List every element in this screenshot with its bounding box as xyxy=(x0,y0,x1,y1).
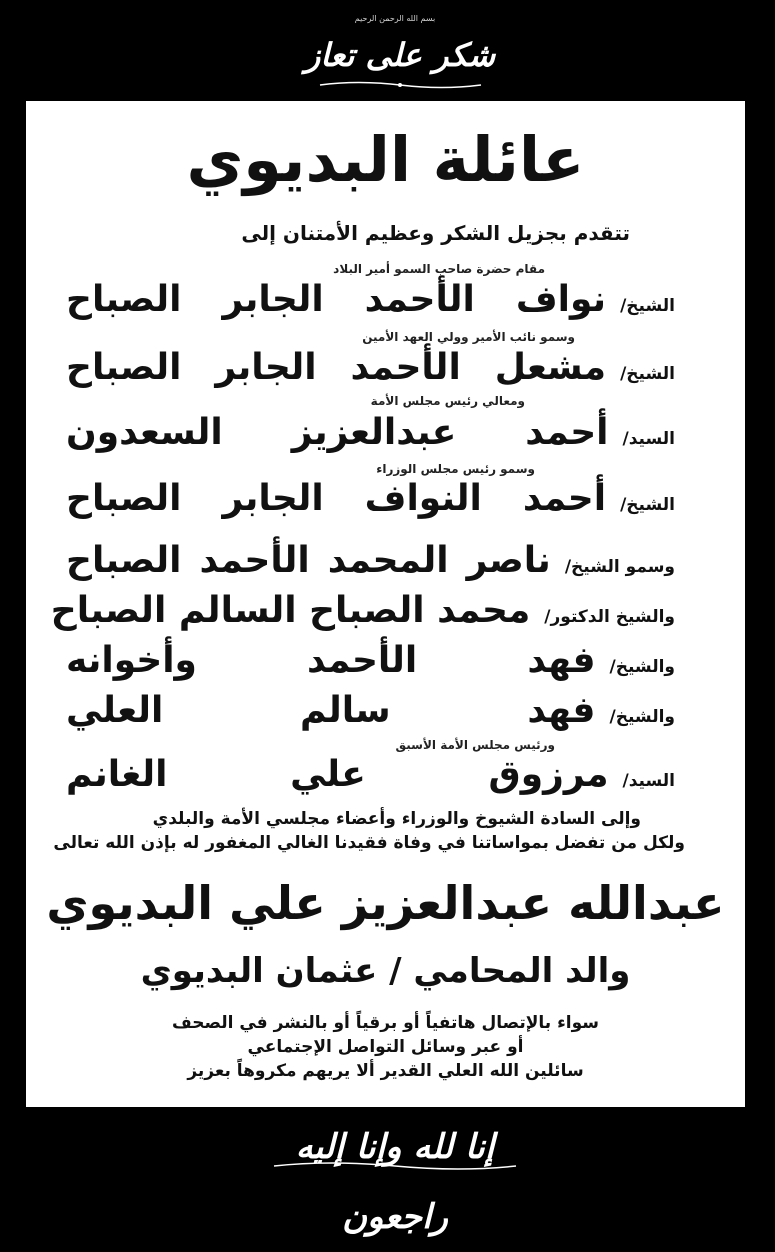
honoree-name: فهد سالم العلي xyxy=(66,690,596,731)
honorific-label: والشيخ الدكتور/ xyxy=(544,607,675,627)
honorific-label: الشيخ/ xyxy=(620,296,675,316)
note-line: وإلى السادة الشيوخ والوزراء وأعضاء مجلسي الأمة والبلدي xyxy=(152,809,641,829)
row-subtitle: وسمو رئيس مجلس الوزراء xyxy=(376,462,535,476)
row-subtitle: مقام حضرة صاحب السمو أمير البلاد xyxy=(333,262,545,276)
name-row xyxy=(66,409,675,457)
honoree-name: مشعل الأحمد الجابر الصباح xyxy=(66,347,607,388)
closing-line: أو عبر وسائل التواصل الإجتماعي xyxy=(247,1037,524,1057)
quran-verse: إنا لله وإنا إليه راجعون xyxy=(295,1127,495,1237)
intro-line: تتقدم بجزيل الشكر وعظيم الأمتنان إلى xyxy=(241,221,630,245)
honorific-label: والشيخ/ xyxy=(609,657,675,677)
name-row xyxy=(66,637,675,685)
announcement-card xyxy=(26,101,745,1107)
honoree-name: أحمد النواف الجابر الصباح xyxy=(66,478,607,519)
thanks-title: شكر على تعاز xyxy=(304,36,496,74)
family-name: عائلة البديوي xyxy=(186,123,585,196)
honorific-label: والشيخ/ xyxy=(609,707,675,727)
closing-line: سائلين الله العلي القدير ألا يريهم مكروهاً بعزيز xyxy=(187,1061,584,1081)
name-row xyxy=(66,751,675,799)
name-row xyxy=(66,276,675,324)
name-row xyxy=(50,587,675,635)
father-of-line: والد المحامي / عثمان البديوي xyxy=(140,951,631,991)
deceased-name: عبدالله عبدالعزيز علي البديوي xyxy=(46,876,725,930)
honorific-label: الشيخ/ xyxy=(620,364,675,384)
row-subtitle: ورئيس مجلس الأمة الأسبق xyxy=(395,738,555,752)
closing-line: سواء بالإتصال هاتفياً أو برقياً أو بالنشر في الصحف xyxy=(171,1013,599,1033)
honorific-label: السيد/ xyxy=(622,429,675,449)
honoree-name: مرزوق علي الغانم xyxy=(66,754,609,795)
honorific-label: السيد/ xyxy=(622,771,675,791)
name-row xyxy=(66,344,675,392)
honoree-name: ناصر المحمد الأحمد الصباح xyxy=(66,540,551,581)
row-subtitle: وسمو نائب الأمير وولي العهد الأمين xyxy=(362,330,575,344)
bismillah-text: بسم الله الرحمن الرحيم xyxy=(354,14,436,23)
name-row xyxy=(66,687,675,735)
honorific-label: الشيخ/ xyxy=(620,495,675,515)
note-line: ولكل من تفضل بمواساتنا في وفاة فقيدنا الغالي المغفور له بإذن الله تعالى xyxy=(53,833,685,853)
honoree-name: نواف الأحمد الجابر الصباح xyxy=(66,279,607,320)
name-row xyxy=(66,537,675,585)
honoree-name: محمد الصباح السالم الصباح xyxy=(50,590,531,631)
row-subtitle: ومعالي رئيس مجلس الأمة xyxy=(370,394,525,408)
top-ornament-icon xyxy=(318,80,483,90)
name-row xyxy=(66,475,675,523)
honoree-name: أحمد عبدالعزيز السعدون xyxy=(66,412,609,453)
bottom-ornament-icon xyxy=(270,1160,520,1172)
honoree-name: فهد الأحمد وأخوانه xyxy=(66,640,596,681)
honorific-label: وسمو الشيخ/ xyxy=(564,557,675,577)
